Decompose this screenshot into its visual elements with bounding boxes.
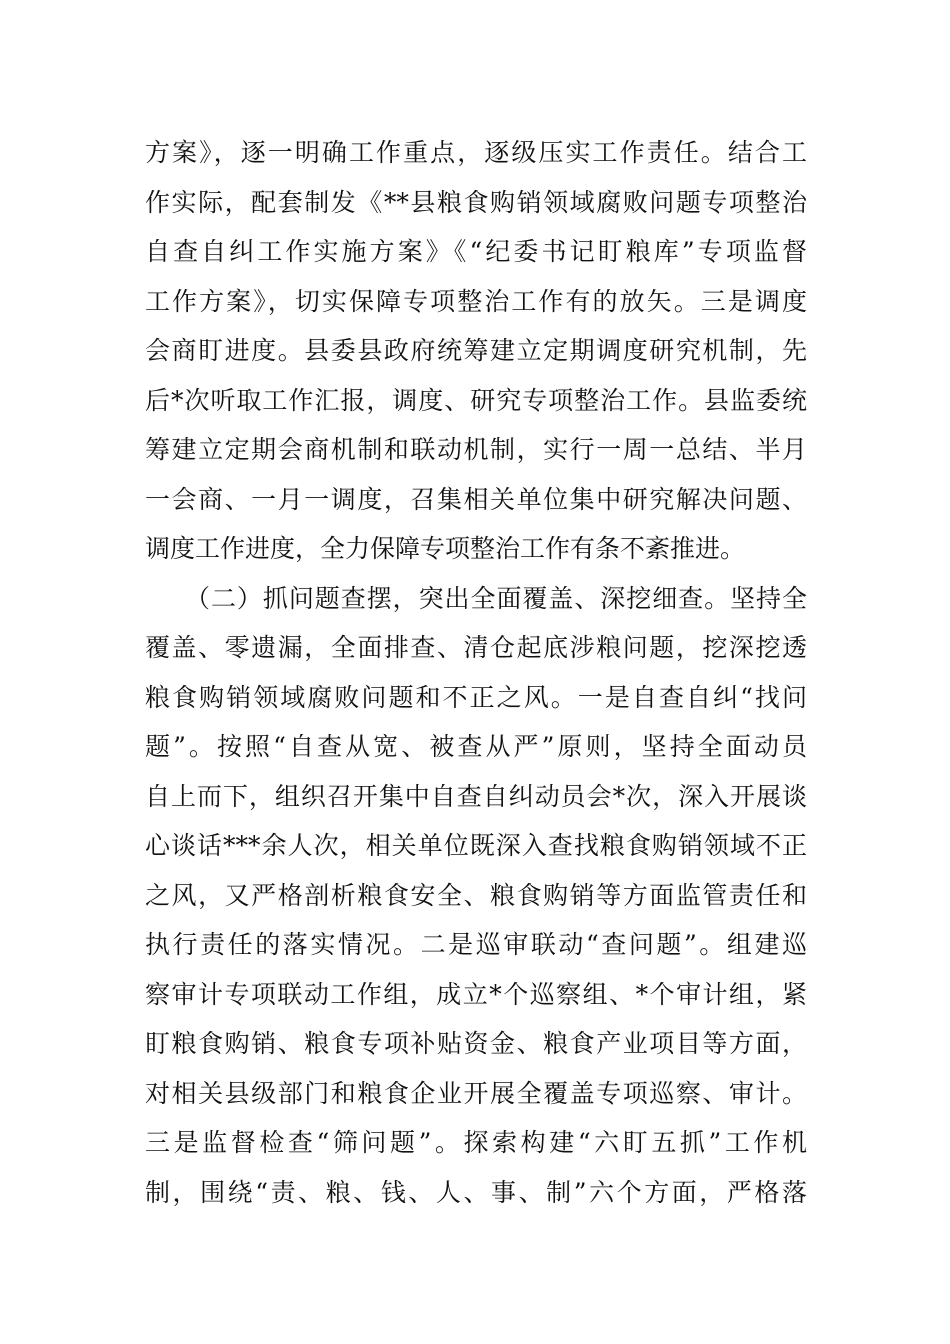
text-line: 盯粮食购销、粮食专项补贴资金、粮食产业项目等方面，: [145, 1029, 807, 1058]
text-line: 题”。按照“自查从宽、被查从严”原则，坚持全面动员: [145, 732, 807, 761]
text-line: 调度工作进度，全力保障专项整治工作有条不紊推进。: [145, 534, 746, 563]
text-line: 作实际，配套制发《**县粮食购销领域腐败问题专项整治: [145, 187, 807, 217]
text-line: 方案》，逐一明确工作重点，逐级压实工作责任。结合工: [145, 138, 807, 167]
text-line: 执行责任的落实情况。二是巡审联动“查问题”。组建巡: [145, 930, 807, 959]
text-line: 制，围绕“责、粮、钱、人、事、制”六个方面，严格落: [145, 1177, 807, 1207]
text-line: 覆盖、零遗漏，全面排查、清仓起底涉粮问题，挖深挖透: [145, 633, 807, 662]
section-heading-line: （二）抓问题查摆，突出全面覆盖、深挖细查。坚持全: [185, 583, 807, 613]
text-line: 之风，又严格剖析粮食安全、粮食购销等方面监管责任和: [145, 880, 807, 910]
text-line: 察审计专项联动工作组，成立*个巡察组、*个审计组，紧: [145, 979, 807, 1009]
document-body: [145, 128, 807, 1217]
paragraph-continuation: [145, 128, 807, 574]
text-line: 会商盯进度。县委县政府统筹建立定期调度研究机制，先: [145, 336, 807, 365]
text-line: 三是监督检查“筛问题”。探索构建“六盯五抓”工作机: [145, 1128, 807, 1157]
text-line: 心谈话***余人次，相关单位既深入查找粮食购销领域不正: [145, 831, 807, 860]
text-line: 粮食购销领域腐败问题和不正之风。一是自查自纠“找问: [145, 682, 807, 712]
text-line: 自查自纠工作实施方案》《“纪委书记盯粮库”专项监督: [145, 237, 807, 266]
paragraph-section-two: [145, 574, 807, 1218]
text-line: 对相关县级部门和粮食企业开展全覆盖专项巡察、审计。: [145, 1078, 807, 1108]
text-line: 筹建立定期会商机制和联动机制，实行一周一总结、半月: [145, 435, 807, 464]
text-line: 工作方案》，切实保障专项整治工作有的放矢。三是调度: [145, 286, 807, 316]
text-line: 后*次听取工作汇报，调度、研究专项整治工作。县监委统: [145, 385, 807, 415]
text-line: 一会商、一月一调度，召集相关单位集中研究解决问题、: [145, 484, 807, 514]
text-line: 自上而下，组织召开集中自查自纠动员会*次，深入开展谈: [145, 781, 807, 811]
